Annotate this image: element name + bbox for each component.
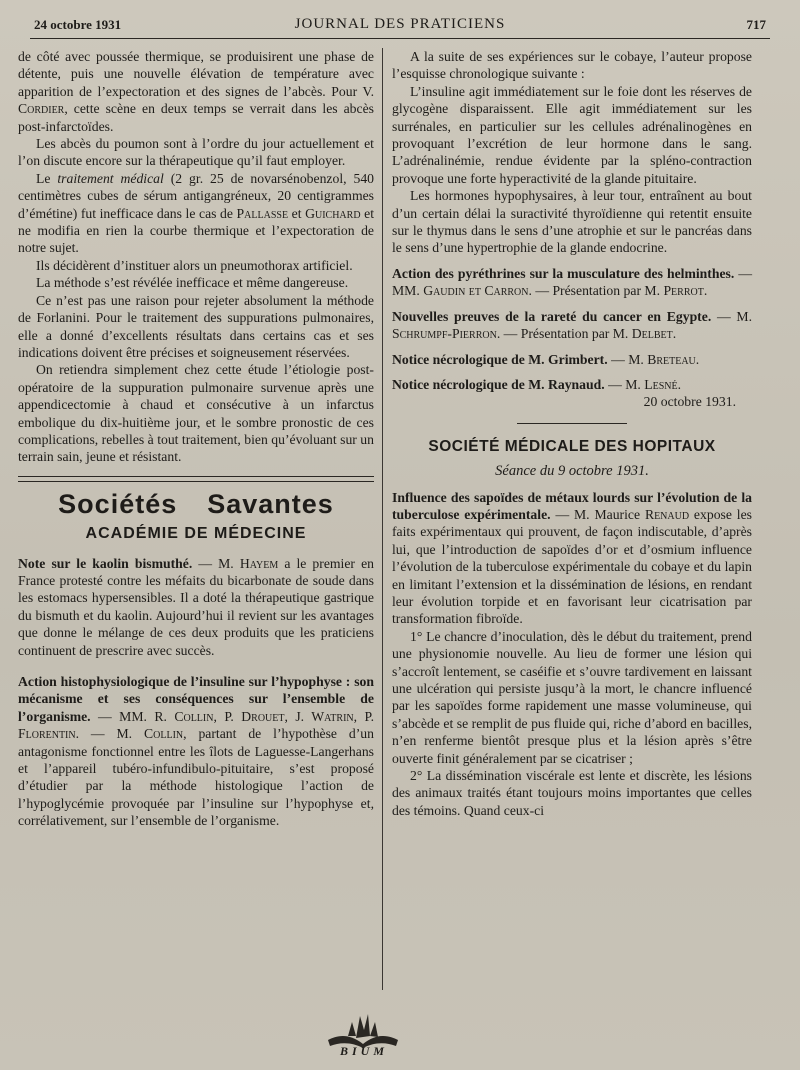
column-divider — [382, 48, 383, 990]
bium-logo-text: BIUM — [339, 1044, 388, 1058]
signoff-date: 20 octobre 1931. — [643, 394, 736, 410]
left-paragraph-6: Ce n’est pas une raison pour rejeter absolument la méthode de Forlanini. Pour le traitement des suppurations pulmonaires, elle a donné d’excellents résultats dans certains cas et ses indications doivent être précises et soigneusement réservées. — [18, 292, 374, 360]
section-divider — [18, 476, 374, 482]
left-paragraph-5: La méthode s’est révélée inefficace et même dangereuse. — [36, 275, 349, 291]
article-insuline: Action histophysiologique de l’insuline sur l’hypophyse : son mécanisme et ses conséquences sur l’ensemble de l’organisme. — MM. R. Collin, P. Drouet, J. Watrin, P. Florentin. — M. Collin, partant de l’hypothèse d’un antagonisme fonctionnel entre les îlots de Laguesse-Langerhans et l’appareil tubéro-infundibulo-pituitaire, s’est proposé d’étudier par la méthode histologique l’action de l’hypoglycémie provoquée par l’insuline sur l’hypophyse et, corrélativement, sur l’ensemble de l’organisme. — [18, 674, 374, 829]
journal-title: JOURNAL DES PRATICIENS — [294, 16, 506, 32]
left-paragraph-4: Ils décidèrent d’instituer alors un pneumothorax artificiel. — [36, 257, 353, 273]
article-kaolin: Note sur le kaolin bismuthé. — M. Hayem a le premier en France protesté contre les méfaits du bicarbonate de soude dans les estomacs hypersensibles. Il a doté la thérapeutique gastrique du bismuth et du kaolin. Aujourd’hui il revient sur les avantages que donne le mélange de ces deux produits que les praticiens continuent de prescrire avec succès. — [18, 555, 374, 658]
right-paragraph-2: L’insuline agit immédiatement sur le foie dont les réserves de glycogène disparaissent. Elle agit immédiatement sur les surrénales, en particulier sur les cellules adrénalinogènes en provoquant l’excrétion de leur hormone dans le sang. L’adrénalinémie, rendue évidente par la spléno-contraction provoque une forte hyperactivité de la glande pituitaire. — [392, 83, 752, 186]
article-raynaud: Notice nécrologique de M. Raynaud. — M. Lesné. — [392, 376, 682, 392]
section-title: Sociétés Savantes — [58, 488, 334, 519]
page-header — [30, 14, 770, 39]
societe-heading: SOCIÉTÉ MÉDICALE DES HOPITAUX — [428, 437, 716, 455]
left-paragraph-1: de côté avec poussée thermique, se produisirent une phase de détente, puis une nouvelle élévation de température avec apparition de l’expectoration et des signes de l’abcès. Pour V. Cordier, cette scène en deux temps se verrait dans les abcès post-infarctoïdes. — [18, 49, 374, 134]
seance-date: Séance du 9 octobre 1931. — [495, 463, 649, 480]
article-cancer-egypte: Nouvelles preuves de la rareté du cancer en Egypte. — M. Schrumpf-Pierron. — Présentation par M. Delbet. — [392, 308, 753, 342]
short-divider — [517, 423, 627, 424]
header-date: 24 octobre 1931 — [34, 17, 122, 32]
left-paragraph-7: On retiendra simplement chez cette étude l’étiologie post-opératoire de la suppuration pulmonaire survenue après une appendicectomie à chaud et consécutive à un infarctus embolique du dix-huitième jour, et le sombre pronostic de ces complications, rebelles à tout traitement, bien qu’évoluant sur un terrain sain, jeune et résistant. — [18, 362, 374, 465]
article-grimbert: Notice nécrologique de M. Grimbert. — M. Breteau. — [392, 351, 700, 367]
right-paragraph-3: Les hormones hypophysaires, à leur tour, entraînent au bout d’un certain délai la suractivité thyroïdienne qui retentit ensuite sur le thymus dans le sens d’une atrophie et sur le pancréas dans le sens d’une hypertrophie de la glande endocrine. — [392, 188, 752, 256]
left-paragraph-3: Le traitement médical (2 gr. 25 de novarsénobenzol, 540 centimètres cubes de sérum antigangréneux, 20 centigrammes d’émétine) fut inefficace dans le cas de Pallasse et Guichard et ne modifia en rien la courbe thermique et l’expectoration de notre sujet. — [18, 170, 375, 256]
right-paragraph-dissemination: 2° La dissémination viscérale est lente et discrète, les lésions des animaux traités étant toujours moins importantes que celles des témoins. Quand ceux-ci — [392, 768, 752, 818]
left-paragraph-2: Les abcès du poumon sont à l’ordre du jour actuellement et l’on discute encore sur la thérapeutique qu’il faut employer. — [18, 136, 374, 169]
article-sapoides: Influence des sapoïdes de métaux lourds sur l’évolution de la tuberculose expérimentale. — M. Maurice Renaud expose les faits expérimentaux qui prouvent, de façon indiscutable, d’après lui, que l’introduction de sapoïdes d’or et d’osmium influence l’évolution de la tuberculose expérimentale du cobaye et du lapin en limitant l’extension et la dissémination de lésions, en rendant leur évolution torpide et en favorisant leur cicatrisation par transformation fibroïde. — [392, 489, 753, 627]
right-paragraph-chancre: 1° Le chancre d’inoculation, dès le début du traitement, prend une physionomie nouvelle. Au lieu de former une lésion qui s’accroît lentement, se caséifie et s’ouvre tardivement en laissant une ulcération qui persiste jusqu’à la mort, le chancre influencé par les sapoïdes forme rapidement une masse volumineuse, qui s’abcède et se remplit de pus fluide qui, riche d’abord en bacilles, n’en renferme bientôt presque plus et la lésion après s’être ouverte finit généralement par se cicatriser ; — [392, 628, 752, 766]
right-column — [392, 48, 752, 990]
academy-heading: ACADÉMIE DE MÉDECINE — [85, 525, 307, 543]
article-pyrethrines: Action des pyréthrines sur la musculature des helminthes. — MM. Gaudin et Carron. — Présentation par M. Perrot. — [392, 265, 752, 299]
left-column — [18, 48, 374, 990]
right-paragraph-1: A la suite de ses expériences sur le cobaye, l’auteur propose l’esquisse chronologique suivante : — [392, 49, 752, 82]
page-number: 717 — [746, 17, 766, 32]
